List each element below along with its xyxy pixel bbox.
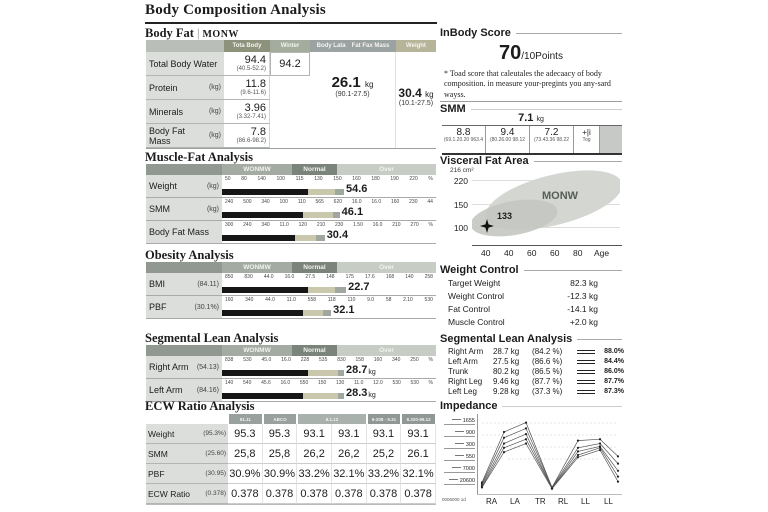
mini-bar <box>577 390 595 394</box>
title-rule <box>145 22 437 24</box>
col-header-tota-body: Tota Body <box>224 40 270 52</box>
visceral-marker-star-icon <box>480 219 494 233</box>
weight-control-row: Weight Control -12.3 kg <box>448 291 598 301</box>
row-label: Weight (kg) <box>146 175 222 198</box>
row-label: SMM (kg) <box>146 198 222 221</box>
smm-value: 7.1 kg <box>518 112 544 124</box>
row-label: PBF (30.1%) <box>146 296 222 319</box>
ecw-table: 81.11 ABCO 8.1.12 6-208 - 9.31 6.320-99.12 Weight (95.3%) 95.3 95.3 93.1 93.1 93.1 93.1 SMM (25.60) 25,8 25,8 26,2 26,2 25,2 26.1 PBF (30.95) 30.9% 30.9% 33.2% 32.1% 33.2% 32.1% ECW Ratio (0.378) 0.378 0.378 0.378 0.378 0.378 0.378 <box>146 414 436 505</box>
ecw-col-header: 6-208 - 9.31 <box>368 414 401 424</box>
body-composition-report: Body Composition Analysis Body Fat | MONW Tota Body Winter Body Lata Fat Fax Mass Weight Total Body Water 94.4 (40.5-52.2) 94.2 Protein (kg) 11.8 (9.6-11.6) Minerals (kg) 3.96 (3.32-7.41) Body Fat Mass (kg) 7.8 (86.6-98.2) 26.1 kg (90.1-27.5) 30.4 kg (10.1-27.5) Muscle-Fat Analysis WONMW Normal Over Weight (kg) 50 80 140 100 115 130 150 160 180 190 220 % 54.6 SMM (kg) 240 500 340 100 110 565 620 16.0 16.0 160 230 44 46.1 Body Fat Mass 300 240 340 11.0 120 210 230 1.50 16.0 210 270 % 30.4 Obesity Analysis WONMW Normal Over BMI (84.11) 850 830 44.0 16.0 27.5 148 175 17.6 168 140 258 22.7 PBF (30.1%) 160 340 44.0 11.0 558 118 110 9.0 58 2.10 530 32.1 Segmental Lean Analysis WONMW Normal Over Right Arm (54.13) 838 530 45.0 16.0 228 535 830 158 160 340 250 % 28.7 kg Left Arm (84.16) 140 540 45.6 16.0 550 150 130 11.0 12.0 530 530 % 28.3 kg ECW Ratio Analysis 81.11 ABCO 8.1.12 6-208 - 9.31 6.320-99.12 Weight (95.3%) 95.3 95.3 93.1 93.1 93.1 93.1 SMM (25.60) 25,8 25,8 26,2 26,2 25,2 26.1 PBF (30.95) 30.9% 30.9% 33.2% 32.1% 33.2% 32.1% ECW Ratio (0.378) 0.378 0.378 0.378 0.378 0.378 0.378 InBody Score 70/10Points * Toad score that caleutales the adecaacy of body composition. in measure your-pregints you any-sard wayss. SMM 7.1 kg 8.8 (69.1.20.20 963.4 9.4 (80.26.00 98.12 7.2 (73.43.36 98.22 +|i Tog Visceral Fat Area 216 cm² 220 150 100 MONW 133 40 40 60 60 80 Age Weight Control Target Weight 82.3 kg Weight Control -12.3 kg Fat Control -14.1 kg Muscle Control +2.0 kg Segmental Lean Analysis Right Arm 28.7 kg (84.2 %) 88.0% Left Arm 27.5 kg (86.6 %) 84.4% Trunk 80.2 kg (86.5 %) 86.0% Right Leg 9.46 kg (87.7 %) 87.7% Left Leg 9.28 kg (37.3 %) 87.3% Impedance 1655 900 300 550 7000 20600 0006000 1d RA LA TR RL LL LL <box>0 0 768 512</box>
row-label: Weight (95.3%) <box>146 424 228 444</box>
cell-value: 11.8 (9.6-11.6) <box>224 76 270 100</box>
ecw-col-header: 81.11 <box>229 414 262 424</box>
visceral-region-label: MONW <box>542 190 579 202</box>
score-note: * Toad score that caleutales the adecaacy of body composition. in measure your-pregints you any-sard wayss. <box>444 69 611 99</box>
segmental-row: Left Leg 9.28 kg (37.3 %) 87.3% <box>448 387 624 396</box>
row-label: Left Arm (84.16) <box>146 379 222 402</box>
col-header-body-lata: Body Lata Fat Fax Mass <box>310 40 396 52</box>
weight-control-row: Fat Control -14.1 kg <box>448 304 598 314</box>
bar-ticks: 50 80 140 100 115 130 150 160 180 190 220 % <box>225 176 433 182</box>
bar-cell: 850 830 44.0 16.0 27.5 148 175 17.6 168 140 258 22.7 <box>222 273 436 296</box>
segmental-row: Left Arm 27.5 kg (86.6 %) 84.4% <box>448 357 624 366</box>
visceral-marker-value: 133 <box>497 211 513 221</box>
cell-value: 3.96 (3.32-7.41) <box>224 100 270 124</box>
smm-table: 8.8 (69.1.20.20 963.4 9.4 (80.26.00 98.12 7.2 (73.43.36 98.22 +|i Tog <box>442 125 622 155</box>
row-label: Body Fat Mass <box>146 221 222 244</box>
ecw-col-header: ABCO <box>264 414 297 424</box>
inbody-score-value: 70/10Points <box>499 42 563 64</box>
band-header: WONMW Normal Over <box>222 262 436 273</box>
bar: 28.7 kg <box>222 364 436 376</box>
section-heading-obesity: Obesity Analysis <box>145 248 234 262</box>
row-label: ECW Ratio (0.378) <box>146 484 228 504</box>
impedance-corner-text: 0006000 1d <box>442 497 466 502</box>
section-heading-ecw: ECW Ratio Analysis <box>145 399 255 413</box>
bar-cell: 240 500 340 100 110 565 620 16.0 16.0 160 230 44 46.1 <box>222 198 436 221</box>
col-header-winter: Winter <box>270 40 310 52</box>
bar: 22.7 <box>222 281 436 293</box>
row-label: Minerals (kg) <box>146 100 224 124</box>
bar: 32.1 <box>222 304 436 316</box>
mini-bar <box>577 380 595 384</box>
bar-cell <box>222 175 436 198</box>
segmental-table-left <box>146 345 436 402</box>
row-label: PBF (30.95) <box>146 464 228 484</box>
bar-cell: 300 240 340 11.0 120 210 230 1.50 16.0 210 270 % 30.4 <box>222 221 436 244</box>
section-heading-weight-control: Weight Control <box>440 264 622 276</box>
body-fat-table <box>146 40 436 149</box>
band-header: WONMW Normal Over <box>222 345 436 356</box>
section-heading-segmental-right: Segmental Lean Analysis <box>440 333 622 345</box>
cell-weight: 30.4 kg (10.1-27.5) <box>398 86 434 107</box>
section-heading-body-fat: Body Fat | MONW <box>145 26 239 40</box>
bar: 46.1 <box>222 206 436 218</box>
bar-cell: 838 530 45.0 16.0 228 535 830 158 160 340 250 % 28.7 kg <box>222 356 436 379</box>
mini-bar <box>577 370 595 374</box>
row-label: Total Body Water <box>146 52 224 76</box>
weight-control-row: Target Weight 82.3 kg <box>448 278 598 288</box>
header-corner <box>146 40 224 52</box>
bar: 30.4 <box>222 229 436 241</box>
weight-control-row: Muscle Control +2.0 kg <box>448 317 598 327</box>
col-header-weight: Weight <box>396 40 436 52</box>
segmental-row: Right Leg 9.46 kg (87.7 %) 87.7% <box>448 377 624 386</box>
page-title: Body Composition Analysis <box>145 2 326 18</box>
visceral-chart <box>472 166 620 244</box>
segmental-row: Trunk 80.2 kg (86.5 %) 86.0% <box>448 367 624 376</box>
cell-value: 94.4 (40.5-52.2) <box>224 52 270 76</box>
section-heading-impedance: Impedance <box>440 400 622 412</box>
section-heading-inbody-score: InBody Score <box>440 27 622 39</box>
band-header: WONMW Normal Over <box>222 164 436 175</box>
bar-cell: 160 340 44.0 11.0 558 118 110 9.0 58 2.10 530 32.1 <box>222 296 436 319</box>
segmental-row: Right Arm 28.7 kg (84.2 %) 88.0% <box>448 347 624 356</box>
row-label: Right Arm (54.13) <box>146 356 222 379</box>
obesity-table <box>146 262 436 319</box>
section-heading-muscle-fat: Muscle-Fat Analysis <box>145 150 253 164</box>
mini-bar <box>577 350 595 354</box>
bar: 54.6 <box>222 183 436 195</box>
header-corner <box>146 164 222 175</box>
row-label: Protein (kg) <box>146 76 224 100</box>
mini-bar <box>577 360 595 364</box>
impedance-chart <box>478 413 622 495</box>
cell-value: 7.8 (86.6-98.2) <box>224 124 270 148</box>
muscle-fat-table <box>146 164 436 244</box>
cell-winter-value: 94.2 <box>270 52 310 76</box>
cell-body-lata: 26.1 kg (90.1-27.5) <box>310 52 396 148</box>
row-label: Body Fat Mass (kg) <box>146 124 224 148</box>
row-label: SMM (25.60) <box>146 444 228 464</box>
smm-gray-cell <box>600 126 622 153</box>
visceral-axis-unit: 216 cm² <box>450 167 474 174</box>
bar: 28.3 kg <box>222 387 436 399</box>
section-heading-segmental-left: Segmental Lean Analysis <box>145 331 279 345</box>
ecw-col-header: 8.1.12 <box>298 414 365 424</box>
bar-cell: 140 540 45.6 16.0 550 150 130 11.0 12.0 530 530 % 28.3 kg <box>222 379 436 402</box>
section-heading-visceral: Visceral Fat Area <box>440 155 622 167</box>
ecw-col-header: 6.320-99.12 <box>402 414 435 424</box>
row-label: BMI (84.11) <box>146 273 222 296</box>
section-heading-smm: SMM <box>440 103 622 115</box>
